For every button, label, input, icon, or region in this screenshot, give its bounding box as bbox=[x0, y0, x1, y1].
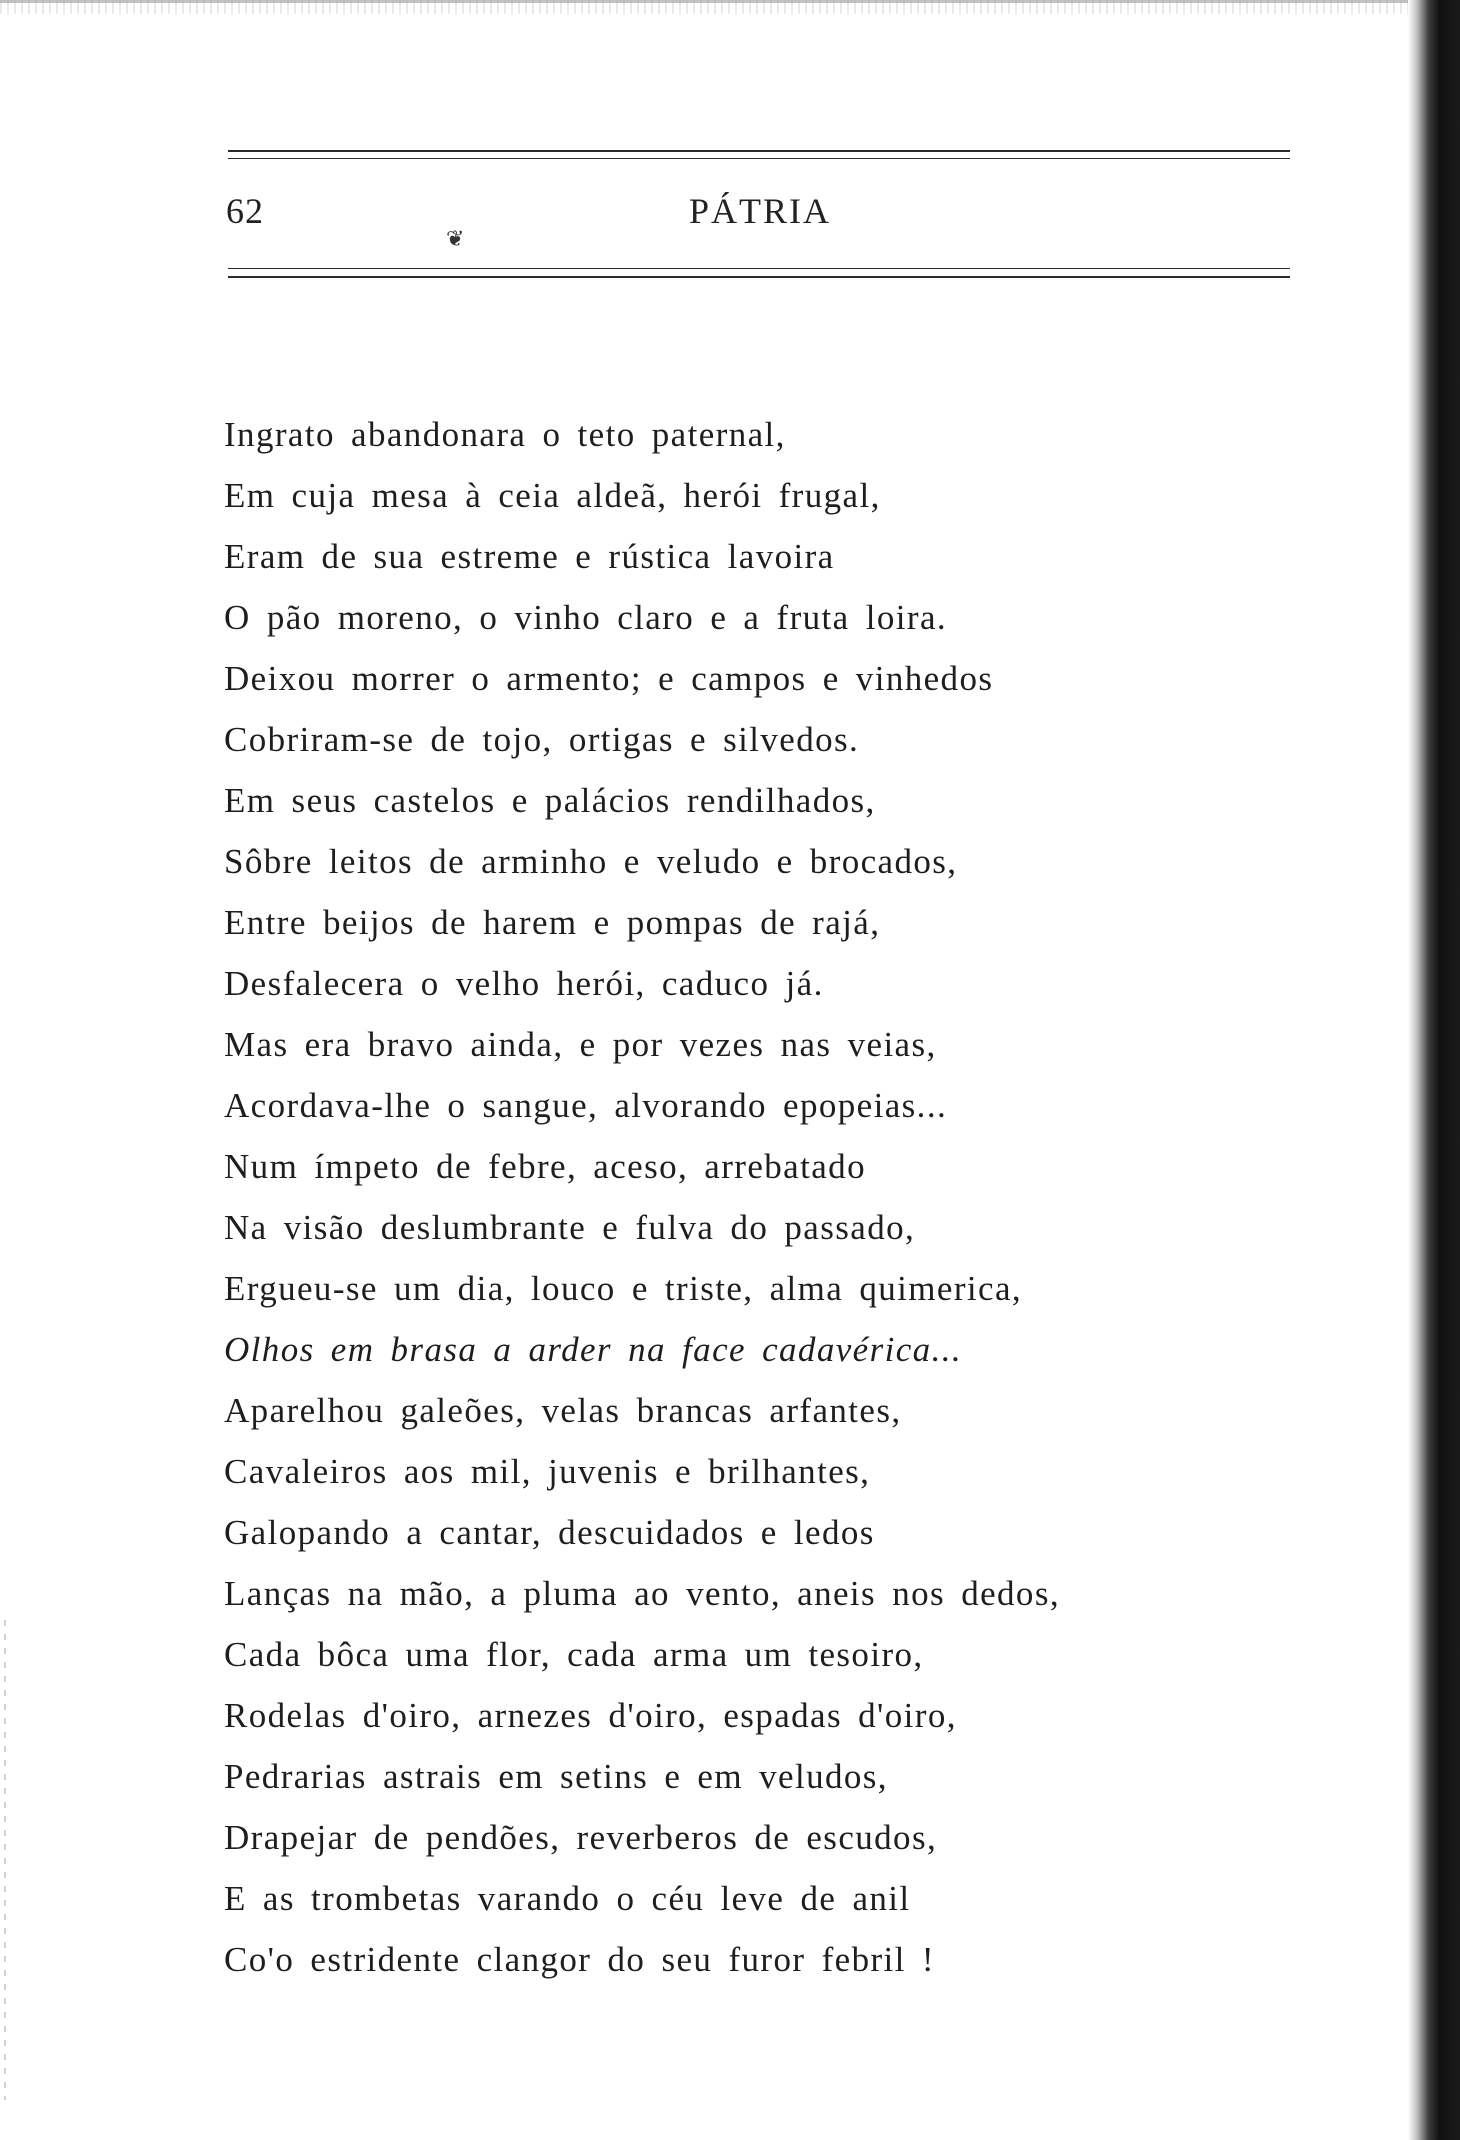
poem-line: Em cuja mesa à ceia aldeã, herói frugal, bbox=[224, 476, 881, 515]
poem-line: O pão moreno, o vinho claro e a fruta loira. bbox=[224, 598, 948, 637]
header-rule-bottom bbox=[228, 276, 1290, 278]
header-rule-top-inner bbox=[228, 158, 1290, 159]
poem-line: Cada bôca uma flor, cada arma um tesoiro, bbox=[224, 1635, 924, 1674]
poem-line: Deixou morrer o armento; e campos e vinhedos bbox=[224, 659, 994, 698]
poem-line: Ingrato abandonara o teto paternal, bbox=[224, 415, 786, 454]
poem-line: Eram de sua estreme e rústica lavoira bbox=[224, 537, 835, 576]
poem-line: Galopando a cantar, descuidados e ledos bbox=[224, 1513, 875, 1552]
scan-top-edge-line bbox=[0, 0, 1420, 3]
header-rule-top bbox=[228, 150, 1290, 152]
poem-line: Cobriram-se de tojo, ortigas e silvedos. bbox=[224, 720, 860, 759]
poem-line: Cavaleiros aos mil, juvenis e brilhantes, bbox=[224, 1452, 871, 1491]
poem-line: Pedrarias astrais em setins e em veludos, bbox=[224, 1757, 888, 1796]
scan-left-edge bbox=[4, 1620, 6, 2100]
poem-line: Olhos em brasa a arder na face cadavérica... bbox=[224, 1330, 963, 1369]
poem-text bbox=[224, 404, 1224, 1990]
poem-line: E as trombetas varando o céu leve de anil bbox=[224, 1879, 911, 1918]
binding-shadow bbox=[1408, 0, 1460, 2140]
running-title: PÁTRIA bbox=[688, 191, 831, 231]
poem-line: Entre beijos de harem e pompas de rajá, bbox=[224, 903, 881, 942]
poem-line: Sôbre leitos de arminho e veludo e brocados, bbox=[224, 842, 958, 881]
poem-line: Na visão deslumbrante e fulva do passado, bbox=[224, 1208, 916, 1247]
poem-line: Ergueu-se um dia, louco e triste, alma quimerica, bbox=[224, 1269, 1023, 1308]
poem-line: Rodelas d'oiro, arnezes d'oiro, espadas d'oiro, bbox=[224, 1696, 957, 1735]
page-number: 62 bbox=[226, 191, 264, 231]
ornament-icon: ❦ bbox=[446, 226, 465, 251]
poem-line: Aparelhou galeões, velas brancas arfantes, bbox=[224, 1391, 902, 1430]
poem-line: Desfalecera o velho herói, caduco já. bbox=[224, 964, 824, 1003]
poem-line: Lanças na mão, a pluma ao vento, aneis nos dedos, bbox=[224, 1574, 1060, 1613]
poem-line: Drapejar de pendões, reverberos de escudos, bbox=[224, 1818, 938, 1857]
poem-line: Em seus castelos e palácios rendilhados, bbox=[224, 781, 876, 820]
header-rule-bottom-inner bbox=[228, 268, 1290, 269]
poem-line: Num ímpeto de febre, aceso, arrebatado bbox=[224, 1147, 866, 1186]
poem-line: Co'o estridente clangor do seu furor febril ! bbox=[224, 1940, 935, 1979]
poem-line: Mas era bravo ainda, e por vezes nas veias, bbox=[224, 1025, 937, 1064]
poem-line: Acordava-lhe o sangue, alvorando epopeias... bbox=[224, 1086, 948, 1125]
